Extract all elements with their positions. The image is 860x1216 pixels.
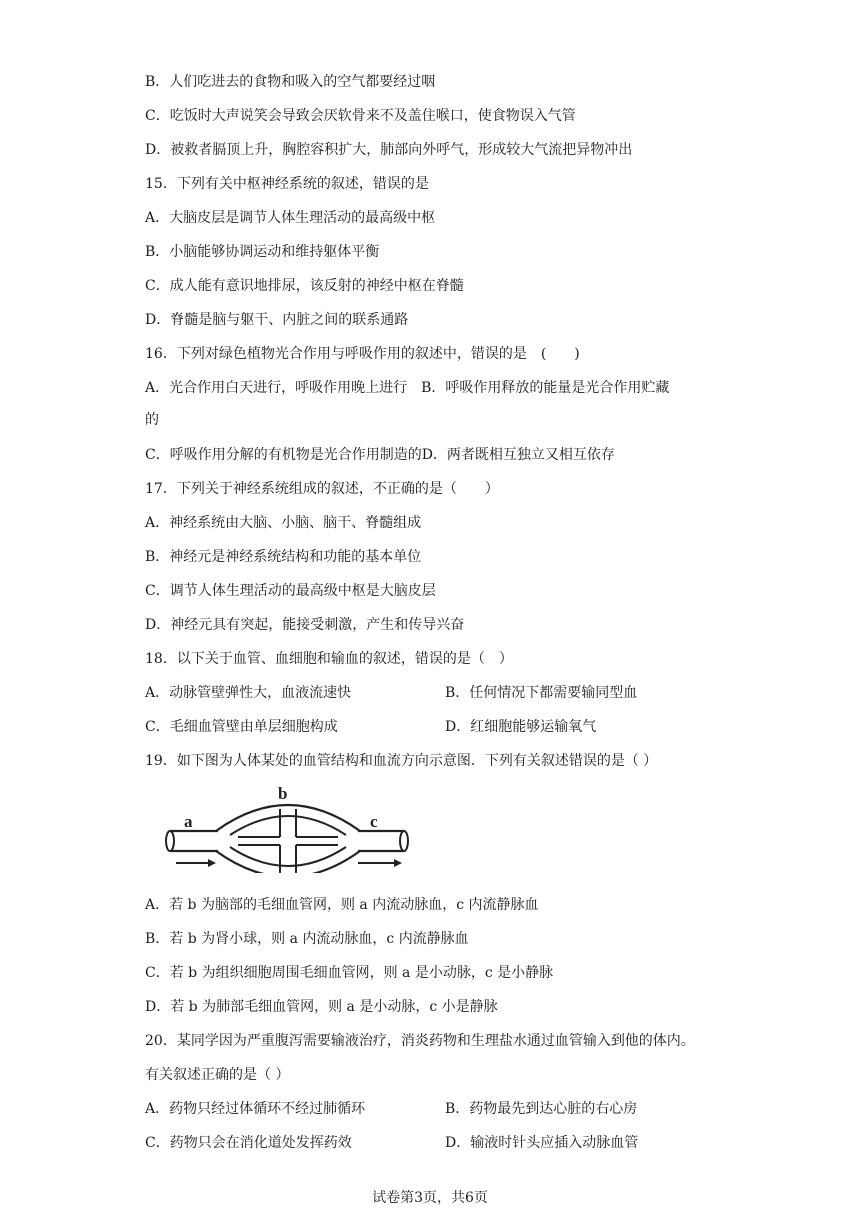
- label-a: a: [184, 812, 193, 831]
- q18-options-row1: [145, 683, 765, 703]
- q19-stem: 19．如下图为人体某处的血管结构和血流方向示意图．下列有关叙述错误的是（ ）: [145, 753, 658, 769]
- q16-options-cd: C．呼吸作用分解的有机物是光合作用制造的D．两者既相互独立又相互依存: [145, 447, 615, 463]
- q15-option-d: D．脊髓是脑与躯干、内脏之间的联系通路: [145, 312, 409, 328]
- q17-option-b: B．神经元是神经系统结构和功能的基本单位: [145, 549, 422, 565]
- q15-option-a: A．大脑皮层是调节人体生理活动的最高级中枢: [145, 210, 436, 226]
- q19-option-a: A．若 b 为脑部的毛细血管网，则 a 内流动脉血，c 内流静脉血: [145, 897, 539, 913]
- q18-option-a: A．动脉管壁弹性大，血液流速快: [145, 685, 352, 701]
- q15-option-c: C．成人能有意识地排尿，该反射的神经中枢在脊髓: [145, 278, 464, 294]
- q20-options-row2: [145, 1133, 765, 1153]
- label-b: b: [278, 784, 288, 803]
- q17-stem: 17．下列关于神经系统组成的叙述，不正确的是（ ）: [145, 481, 499, 497]
- q19-option-c: C．若 b 为组织细胞周围毛细血管网，则 a 是小动脉，c 是小静脉: [145, 965, 554, 981]
- q20-stem: 20．某同学因为严重腹泻需要输液治疗，消炎药物和生理盐水通过血管输入到他的体内。: [145, 1033, 695, 1049]
- q20-stem-cont: 有关叙述正确的是（ ）: [145, 1067, 290, 1083]
- q18-option-d: D．红细胞能够运输氧气: [445, 719, 597, 735]
- q16-options-ab: A．光合作用白天进行，呼吸作用晚上进行 B．呼吸作用释放的能量是光合作用贮藏: [145, 380, 670, 396]
- q20-option-d: D．输液时针头应插入动脉血管: [445, 1135, 639, 1151]
- q18-option-b: B．任何情况下都需要输同型血: [445, 685, 638, 701]
- q20-option-a: A．药物只经过体循环不经过肺循环: [145, 1101, 366, 1117]
- q16-stem: 16．下列对绿色植物光合作用与呼吸作用的叙述中，错误的是 ( ): [145, 346, 580, 362]
- q17-option-a: A．神经系统由大脑、小脑、脑干、脊髓组成: [145, 515, 422, 531]
- q14-option-d: D．被救者膈顶上升，胸腔容积扩大，肺部向外呼气，形成较大气流把异物冲出: [145, 142, 633, 158]
- q14-option-c: C．吃饭时大声说笑会导致会厌软骨来不及盖住喉口，使食物误入气管: [145, 108, 576, 124]
- q19-option-d: D．若 b 为肺部毛细血管网，则 a 是小动脉，c 小是静脉: [145, 999, 498, 1015]
- q16-options-ab-cont: 的: [145, 412, 159, 428]
- q17-option-c: C．调节人体生理活动的最高级中枢是大脑皮层: [145, 583, 436, 599]
- q18-options-row2: [145, 717, 765, 737]
- label-c: c: [370, 812, 378, 831]
- q14-option-b: B．人们吃进去的食物和吸入的空气都要经过咽: [145, 74, 436, 90]
- q15-option-b: B．小脑能够协调运动和维持躯体平衡: [145, 244, 380, 260]
- blood-vessel-diagram: [158, 783, 420, 873]
- q20-option-c: C．药物只会在消化道处发挥药效: [145, 1135, 352, 1151]
- q17-option-d: D．神经元具有突起，能接受刺激，产生和传导兴奋: [145, 617, 465, 633]
- q15-stem: 15．下列有关中枢神经系统的叙述，错误的是: [145, 176, 429, 192]
- page-footer: 试卷第3页，共6页: [372, 1190, 488, 1206]
- q20-options-row1: [145, 1099, 765, 1119]
- q20-option-b: B．药物最先到达心脏的右心房: [445, 1101, 638, 1117]
- q18-stem: 18．以下关于血管、血细胞和输血的叙述，错误的是（ ）: [145, 651, 513, 667]
- q18-option-c: C．毛细血管壁由单层细胞构成: [145, 719, 338, 735]
- q19-option-b: B．若 b 为肾小球，则 a 内流动脉血，c 内流静脉血: [145, 931, 469, 947]
